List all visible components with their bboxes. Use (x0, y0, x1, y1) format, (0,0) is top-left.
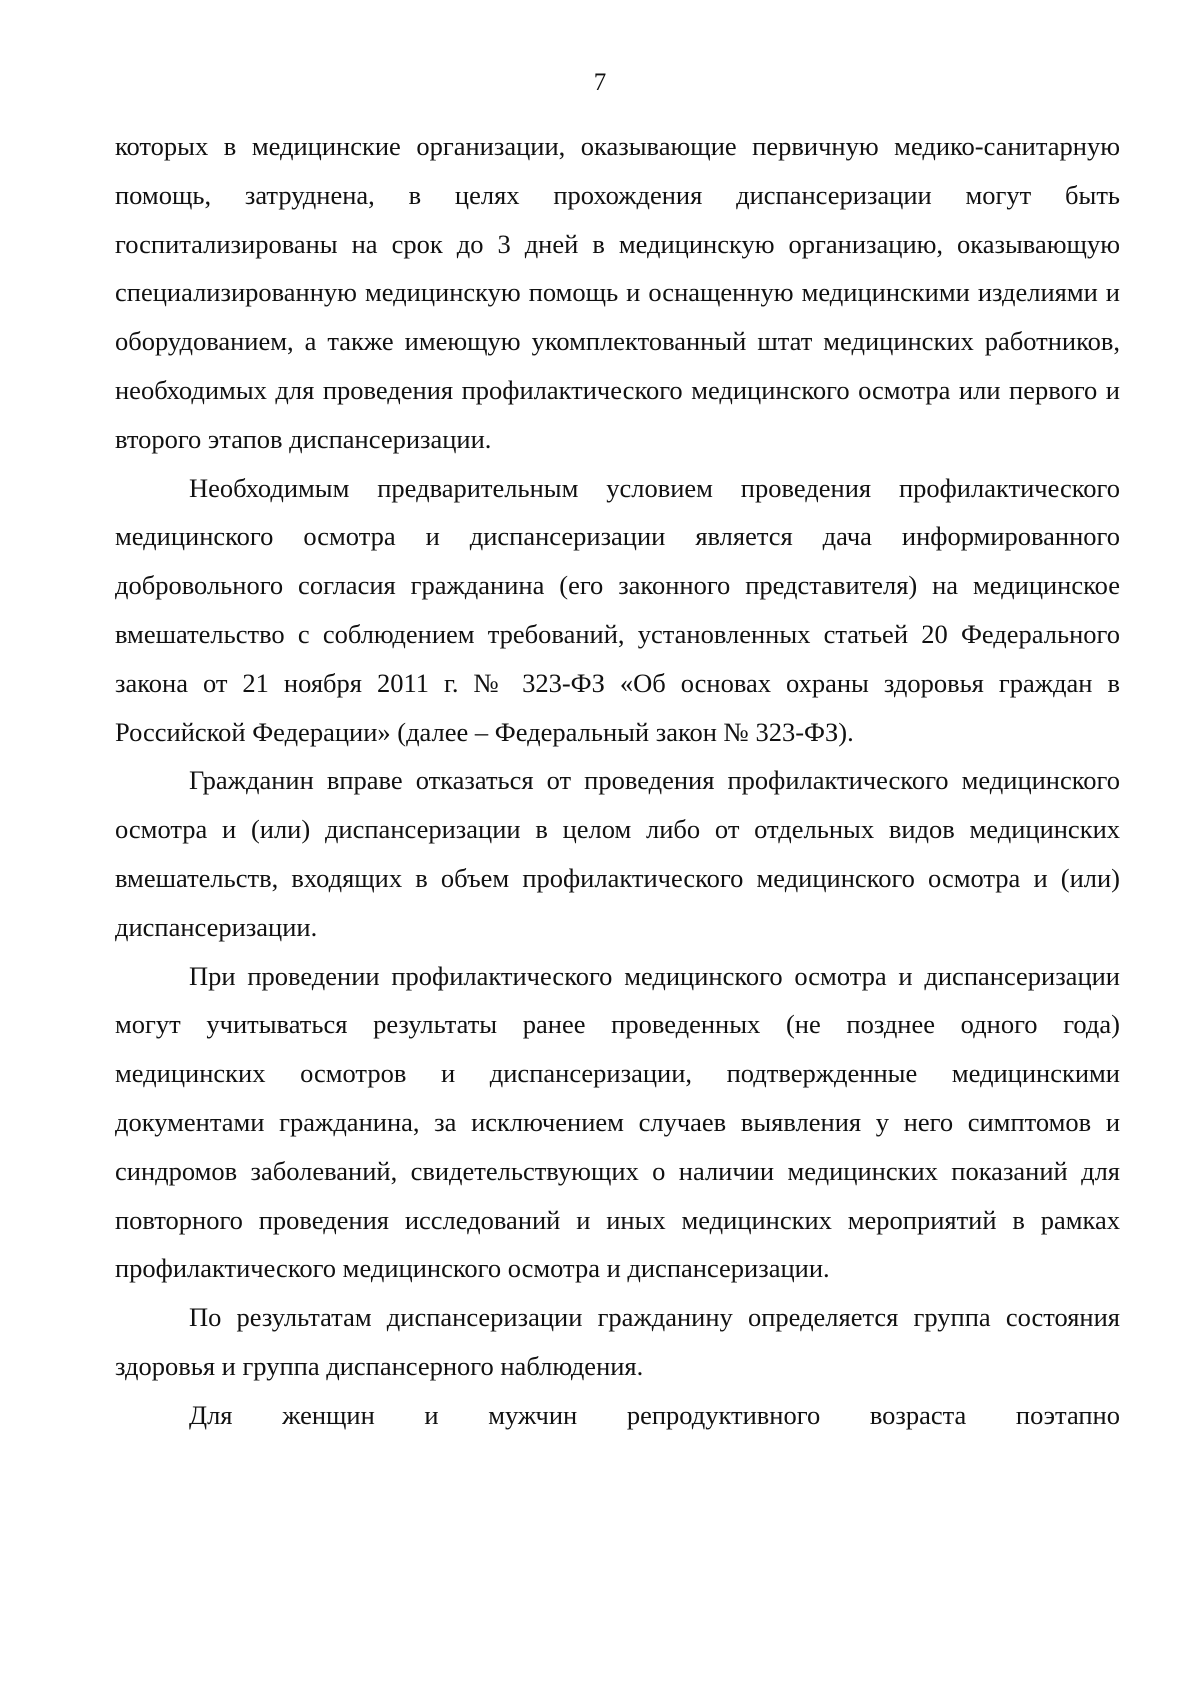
paragraph-1: которых в медицинские организации, оказывающие первичную медико-санитарную помощь, затруднена, в целях прохождения диспансеризации могут быть госпитализированы на срок до 3 дней в медицинскую организацию, оказывающую специализированную медицинскую помощь и оснащенную медицинскими изделиями и оборудованием, а также имеющую укомплектованный штат медицинских работников, необходимых для проведения профилактического медицинского осмотра или первого и второго этапов диспансеризации. (115, 131, 1120, 454)
paragraph-6: Для женщин и мужчин репродуктивного возраста поэтапно (189, 1399, 1120, 1430)
paragraph-3: Гражданин вправе отказаться от проведения профилактического медицинского осмотра и (или) диспансеризации в целом либо от отдельных видов медицинских вмешательств, входящих в объем профилактического медицинского осмотра и (или) диспансеризации. (115, 765, 1120, 942)
paragraph-2: Необходимым предварительным условием проведения профилактического медицинского осмотра и диспансеризации является дача информированного добровольного согласия гражданина (его законного представителя) на медицинское вмешательство с соблюдением требований, установленных статьей 20 Федерального закона от 21 ноября 2011 г. № 323-ФЗ «Об основах охраны здоровья граждан в Российской Федерации» (далее – Федеральный закон № 323-ФЗ). (115, 472, 1120, 747)
page-number: 7 (593, 69, 607, 96)
paragraph-5: По результатам диспансеризации гражданину определяется группа состояния здоровья и группа диспансерного наблюдения. (115, 1302, 1120, 1381)
paragraph-4: При проведении профилактического медицинского осмотра и диспансеризации могут учитываться результаты ранее проведенных (не позднее одного года) медицинских осмотров и диспансеризации, подтвержденные медицинскими документами гражданина, за исключением случаев выявления у него симптомов и синдромов заболеваний, свидетельствующих о наличии медицинских показаний для повторного проведения исследований и иных медицинских мероприятий в рамках профилактического медицинского осмотра и диспансеризации. (115, 960, 1120, 1284)
document-body (115, 122, 1120, 1440)
